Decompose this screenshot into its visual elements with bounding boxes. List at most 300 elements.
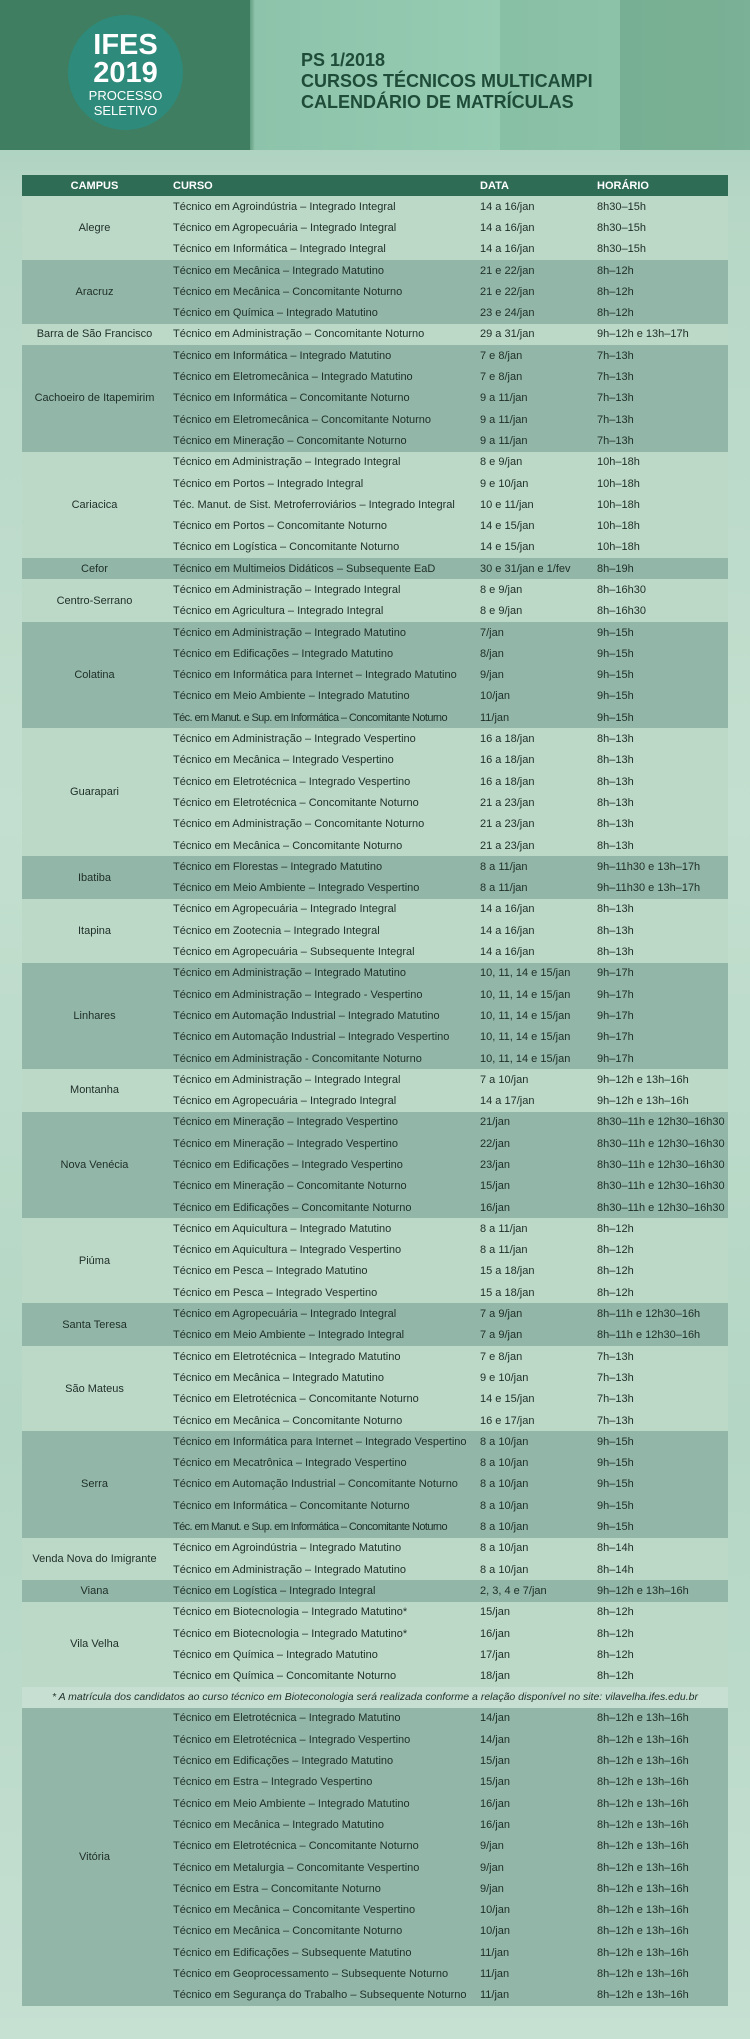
table-row (22, 1602, 728, 1623)
data-cell: 21 e 22/jan (474, 281, 591, 302)
data-cell: 16/jan (474, 1814, 591, 1835)
data-cell: 10/jan (474, 1899, 591, 1920)
horario-cell: 9h–17h (591, 963, 728, 984)
curso-cell: Técnico em Administração – Integrado Matutino (167, 622, 474, 643)
horario-cell: 8h–11h e 12h30–16h (591, 1325, 728, 1346)
data-cell: 15/jan (474, 1602, 591, 1623)
campus-cell: Venda Nova do Imigrante (22, 1538, 167, 1581)
horario-cell: 8h–12h e 13h–16h (591, 1963, 728, 1984)
curso-cell: Técnico em Agricultura – Integrado Integral (167, 601, 474, 622)
data-cell: 7 a 9/jan (474, 1303, 591, 1324)
horario-cell: 8h–11h e 12h30–16h (591, 1303, 728, 1324)
campus-cell: Santa Teresa (22, 1303, 167, 1346)
data-cell: 8 a 10/jan (474, 1474, 591, 1495)
horario-cell: 9h–15h (591, 622, 728, 643)
data-cell: 9 e 10/jan (474, 473, 591, 494)
curso-cell: Técnico em Informática para Internet – Integrado Vespertino (167, 1431, 474, 1452)
campus-cell: Barra de São Francisco (22, 324, 167, 345)
campus-cell: Alegre (22, 196, 167, 260)
campus-cell: Aracruz (22, 260, 167, 324)
curso-cell: Técnico em Eletrotécnica – Integrado Matutino (167, 1346, 474, 1367)
horario-cell: 8h30–15h (591, 196, 728, 217)
horario-cell: 10h–18h (591, 515, 728, 536)
data-cell: 9/jan (474, 1857, 591, 1878)
column-header-data: DATA (474, 175, 591, 196)
horario-cell: 9h–17h (591, 1048, 728, 1069)
data-cell: 22/jan (474, 1133, 591, 1154)
curso-cell: Técnico em Meio Ambiente – Integrado Vespertino (167, 878, 474, 899)
data-cell: 14 e 15/jan (474, 537, 591, 558)
curso-cell: Técnico em Mecânica – Concomitante Vespertino (167, 1899, 474, 1920)
horario-cell: 7h–13h (591, 1410, 728, 1431)
horario-cell: 8h–12h e 13h–16h (591, 1793, 728, 1814)
data-cell: 30 e 31/jan e 1/fev (474, 558, 591, 579)
horario-cell: 8h–13h (591, 750, 728, 771)
data-cell: 8 a 11/jan (474, 856, 591, 877)
data-cell: 23 e 24/jan (474, 302, 591, 323)
horario-cell: 8h–19h (591, 558, 728, 579)
campus-cell: Guarapari (22, 728, 167, 856)
curso-cell: Técnico em Informática – Integrado Matutino (167, 345, 474, 366)
data-cell: 8 a 10/jan (474, 1516, 591, 1537)
curso-cell: Técnico em Edificações – Subsequente Matutino (167, 1942, 474, 1963)
data-cell: 9/jan (474, 665, 591, 686)
horario-cell: 8h–12h e 13h–16h (591, 1921, 728, 1942)
curso-cell: Téc. em Manut. e Sup. em Informática – Concomitante Noturno (167, 1516, 474, 1537)
data-cell: 7 a 9/jan (474, 1325, 591, 1346)
curso-cell: Técnico em Química – Integrado Matutino (167, 1644, 474, 1665)
horario-cell: 8h–12h (591, 1623, 728, 1644)
column-header-horario: HORÁRIO (591, 175, 728, 196)
data-cell: 7 e 8/jan (474, 366, 591, 387)
table-body (22, 196, 728, 2006)
horario-cell: 8h30–11h e 12h30–16h30 (591, 1176, 728, 1197)
data-cell: 14 a 16/jan (474, 239, 591, 260)
horario-cell: 8h30–11h e 12h30–16h30 (591, 1197, 728, 1218)
data-cell: 16/jan (474, 1793, 591, 1814)
horario-cell: 8h–12h e 13h–16h (591, 1772, 728, 1793)
campus-cell: Serra (22, 1431, 167, 1537)
horario-cell: 7h–13h (591, 345, 728, 366)
logo-line-year: 2019 (93, 57, 158, 89)
data-cell: 8 e 9/jan (474, 579, 591, 600)
table-row (22, 1218, 728, 1239)
data-cell: 9/jan (474, 1878, 591, 1899)
curso-cell: Técnico em Administração – Integrado Integral (167, 452, 474, 473)
horario-cell: 8h30–15h (591, 239, 728, 260)
campus-cell: São Mateus (22, 1346, 167, 1431)
horario-cell: 10h–18h (591, 452, 728, 473)
horario-cell: 8h–12h (591, 302, 728, 323)
table-row (22, 1069, 728, 1090)
data-cell: 14 a 16/jan (474, 899, 591, 920)
table-row (22, 579, 728, 600)
curso-cell: Técnico em Administração – Integrado Matutino (167, 1559, 474, 1580)
curso-cell: Técnico em Aquicultura – Integrado Vespertino (167, 1240, 474, 1261)
curso-cell: Técnico em Administração – Integrado Integral (167, 579, 474, 600)
curso-cell: Técnico em Administração – Integrado Vespertino (167, 728, 474, 749)
data-cell: 21 a 23/jan (474, 814, 591, 835)
curso-cell: Técnico em Meio Ambiente – Integrado Matutino (167, 1793, 474, 1814)
data-cell: 14 e 15/jan (474, 515, 591, 536)
data-cell: 8 e 9/jan (474, 452, 591, 473)
data-cell: 21/jan (474, 1112, 591, 1133)
data-cell: 14 a 17/jan (474, 1090, 591, 1111)
horario-cell: 9h–12h e 13h–17h (591, 324, 728, 345)
curso-cell: Técnico em Logística – Integrado Integral (167, 1580, 474, 1601)
horario-cell: 8h–12h e 13h–16h (591, 1836, 728, 1857)
data-cell: 10, 11, 14 e 15/jan (474, 984, 591, 1005)
horario-cell: 8h–12h e 13h–16h (591, 1899, 728, 1920)
data-cell: 10/jan (474, 686, 591, 707)
data-cell: 15 a 18/jan (474, 1261, 591, 1282)
horario-cell: 9h–12h e 13h–16h (591, 1580, 728, 1601)
data-cell: 7/jan (474, 622, 591, 643)
data-cell: 10, 11, 14 e 15/jan (474, 1005, 591, 1026)
data-cell: 15/jan (474, 1176, 591, 1197)
curso-cell: Técnico em Edificações – Integrado Vespertino (167, 1154, 474, 1175)
horario-cell: 8h–12h e 13h–16h (591, 1729, 728, 1750)
horario-cell: 7h–13h (591, 1346, 728, 1367)
horario-cell: 8h–12h (591, 260, 728, 281)
curso-cell: Técnico em Mecânica – Concomitante Noturno (167, 281, 474, 302)
curso-cell: Técnico em Florestas – Integrado Matutino (167, 856, 474, 877)
data-cell: 7 a 10/jan (474, 1069, 591, 1090)
curso-cell: Técnico em Química – Concomitante Noturno (167, 1665, 474, 1686)
horario-cell: 7h–13h (591, 430, 728, 451)
table-row (22, 1431, 728, 1452)
table-row (22, 345, 728, 366)
horario-cell: 9h–15h (591, 1474, 728, 1495)
table-row (22, 1538, 728, 1559)
table-row (22, 260, 728, 281)
curso-cell: Técnico em Agropecuária – Integrado Integral (167, 217, 474, 238)
curso-cell: Técnico em Eletrotécnica – Integrado Matutino (167, 1708, 474, 1729)
horario-cell: 9h–15h (591, 1495, 728, 1516)
horario-cell: 10h–18h (591, 473, 728, 494)
data-cell: 8 a 10/jan (474, 1559, 591, 1580)
data-cell: 8 a 10/jan (474, 1431, 591, 1452)
horario-cell: 9h–11h30 e 13h–17h (591, 878, 728, 899)
table-row (22, 452, 728, 473)
enrollment-calendar-panel (22, 175, 728, 2006)
table-row (22, 196, 728, 217)
horario-cell: 9h–15h (591, 643, 728, 664)
header-decoration (620, 0, 750, 150)
page-title-cursos: CURSOS TÉCNICOS MULTICAMPI (301, 71, 593, 91)
horario-cell: 8h–12h (591, 1665, 728, 1686)
horario-cell: 8h–13h (591, 771, 728, 792)
campus-cell: Montanha (22, 1069, 167, 1112)
curso-cell: Técnico em Logística – Concomitante Noturno (167, 537, 474, 558)
horario-cell: 8h–12h (591, 1644, 728, 1665)
data-cell: 14 e 15/jan (474, 1389, 591, 1410)
campus-cell: Colatina (22, 622, 167, 728)
curso-cell: Técnico em Zootecnia – Integrado Integral (167, 920, 474, 941)
campus-cell: Linhares (22, 963, 167, 1069)
data-cell: 29 a 31/jan (474, 324, 591, 345)
data-cell: 10 e 11/jan (474, 494, 591, 515)
horario-cell: 8h–14h (591, 1559, 728, 1580)
data-cell: 15/jan (474, 1750, 591, 1771)
campus-cell: Nova Venécia (22, 1112, 167, 1218)
curso-cell: Técnico em Informática – Integrado Integral (167, 239, 474, 260)
curso-cell: Técnico em Agroindústria – Integrado Integral (167, 196, 474, 217)
horario-cell: 10h–18h (591, 537, 728, 558)
data-cell: 8 a 11/jan (474, 1218, 591, 1239)
footnote-row (22, 1687, 728, 1708)
horario-cell: 8h–12h e 13h–16h (591, 1857, 728, 1878)
curso-cell: Técnico em Automação Industrial – Integrado Matutino (167, 1005, 474, 1026)
data-cell: 15 a 18/jan (474, 1282, 591, 1303)
curso-cell: Técnico em Automação Industrial – Concomitante Noturno (167, 1474, 474, 1495)
curso-cell: Técnico em Estra – Concomitante Noturno (167, 1878, 474, 1899)
curso-cell: Técnico em Mineração – Concomitante Noturno (167, 1176, 474, 1197)
page-title-calendario: CALENDÁRIO DE MATRÍCULAS (301, 92, 574, 112)
curso-cell: Técnico em Edificações – Integrado Matutino (167, 643, 474, 664)
horario-cell: 7h–13h (591, 1389, 728, 1410)
curso-cell: Téc. Manut. de Sist. Metroferroviários – Integrado Integral (167, 494, 474, 515)
table-row (22, 728, 728, 749)
campus-cell: Cefor (22, 558, 167, 579)
table-row (22, 1580, 728, 1601)
curso-cell: Técnico em Mecânica – Concomitante Noturno (167, 1921, 474, 1942)
horario-cell: 9h–15h (591, 665, 728, 686)
ifes-logo-seal (68, 15, 183, 130)
data-cell: 9 a 11/jan (474, 430, 591, 451)
horario-cell: 10h–18h (591, 494, 728, 515)
horario-cell: 8h–12h (591, 1282, 728, 1303)
horario-cell: 8h–16h30 (591, 579, 728, 600)
horario-cell: 9h–17h (591, 1027, 728, 1048)
curso-cell: Técnico em Administração – Integrado Matutino (167, 963, 474, 984)
footnote-biotecnologia: * A matrícula dos candidatos ao curso técnico em Bioteconologia será realizada conforme a relação disponível no site: vilavelha.ifes.edu.br (22, 1687, 728, 1708)
curso-cell: Técnico em Pesca – Integrado Vespertino (167, 1282, 474, 1303)
curso-cell: Técnico em Mecânica – Integrado Matutino (167, 260, 474, 281)
curso-cell: Técnico em Informática para Internet – Integrado Matutino (167, 665, 474, 686)
data-cell: 21 e 22/jan (474, 260, 591, 281)
curso-cell: Técnico em Eletrotécnica – Integrado Vespertino (167, 771, 474, 792)
column-header-curso: CURSO (167, 175, 474, 196)
data-cell: 16 a 18/jan (474, 771, 591, 792)
curso-cell: Técnico em Aquicultura – Integrado Matutino (167, 1218, 474, 1239)
data-cell: 11/jan (474, 1963, 591, 1984)
data-cell: 16/jan (474, 1197, 591, 1218)
curso-cell: Técnico em Portos – Concomitante Noturno (167, 515, 474, 536)
data-cell: 8 a 10/jan (474, 1453, 591, 1474)
data-cell: 10, 11, 14 e 15/jan (474, 1048, 591, 1069)
curso-cell: Téc. em Manut. e Sup. em Informática – Concomitante Noturno (167, 707, 474, 728)
curso-cell: Técnico em Edificações – Integrado Matutino (167, 1750, 474, 1771)
curso-cell: Técnico em Informática – Concomitante Noturno (167, 388, 474, 409)
horario-cell: 9h–15h (591, 707, 728, 728)
curso-cell: Técnico em Agroindústria – Integrado Matutino (167, 1538, 474, 1559)
curso-cell: Técnico em Meio Ambiente – Integrado Matutino (167, 686, 474, 707)
logo-line-seletivo: SELETIVO (93, 103, 158, 118)
horario-cell: 9h–17h (591, 1005, 728, 1026)
horario-cell: 7h–13h (591, 409, 728, 430)
data-cell: 9 a 11/jan (474, 388, 591, 409)
data-cell: 7 e 8/jan (474, 345, 591, 366)
horario-cell: 8h–13h (591, 814, 728, 835)
horario-cell: 9h–11h30 e 13h–17h (591, 856, 728, 877)
curso-cell: Técnico em Biotecnologia – Integrado Matutino* (167, 1602, 474, 1623)
curso-cell: Técnico em Administração - Concomitante Noturno (167, 1048, 474, 1069)
data-cell: 9 a 11/jan (474, 409, 591, 430)
horario-cell: 8h–12h e 13h–16h (591, 1942, 728, 1963)
campus-cell: Ibatiba (22, 856, 167, 899)
horario-cell: 8h–12h e 13h–16h (591, 1708, 728, 1729)
horario-cell: 8h–13h (591, 792, 728, 813)
column-header-campus: CAMPUS (22, 175, 167, 196)
curso-cell: Técnico em Administração – Integrado Integral (167, 1069, 474, 1090)
data-cell: 15/jan (474, 1772, 591, 1793)
horario-cell: 8h–12h e 13h–16h (591, 1814, 728, 1835)
horario-cell: 8h–13h (591, 899, 728, 920)
campus-cell: Vitória (22, 1708, 167, 2006)
data-cell: 7 e 8/jan (474, 1346, 591, 1367)
curso-cell: Técnico em Multimeios Didáticos – Subsequente EaD (167, 558, 474, 579)
table-row (22, 1708, 728, 1729)
data-cell: 8 a 10/jan (474, 1495, 591, 1516)
data-cell: 14/jan (474, 1708, 591, 1729)
curso-cell: Técnico em Eletromecânica – Concomitante Noturno (167, 409, 474, 430)
data-cell: 16 e 17/jan (474, 1410, 591, 1431)
horario-cell: 8h–13h (591, 941, 728, 962)
horario-cell: 8h–13h (591, 728, 728, 749)
horario-cell: 8h30–11h e 12h30–16h30 (591, 1112, 728, 1133)
table-row (22, 1346, 728, 1367)
data-cell: 14 a 16/jan (474, 920, 591, 941)
campus-cell: Vila Velha (22, 1602, 167, 1687)
data-cell: 8 a 11/jan (474, 1240, 591, 1261)
data-cell: 17/jan (474, 1644, 591, 1665)
data-cell: 8 a 11/jan (474, 878, 591, 899)
horario-cell: 7h–13h (591, 366, 728, 387)
table-row (22, 558, 728, 579)
data-cell: 14/jan (474, 1729, 591, 1750)
horario-cell: 8h30–11h e 12h30–16h30 (591, 1154, 728, 1175)
curso-cell: Técnico em Mecânica – Integrado Vespertino (167, 750, 474, 771)
curso-cell: Técnico em Informática – Concomitante Noturno (167, 1495, 474, 1516)
horario-cell: 8h–12h e 13h–16h (591, 1750, 728, 1771)
curso-cell: Técnico em Eletrotécnica – Concomitante Noturno (167, 792, 474, 813)
campus-cell: Centro-Serrano (22, 579, 167, 622)
curso-cell: Técnico em Mecânica – Integrado Matutino (167, 1367, 474, 1388)
horario-cell: 7h–13h (591, 1367, 728, 1388)
horario-cell: 8h–12h e 13h–16h (591, 1878, 728, 1899)
curso-cell: Técnico em Geoprocessamento – Subsequente Noturno (167, 1963, 474, 1984)
curso-cell: Técnico em Mineração – Concomitante Noturno (167, 430, 474, 451)
page-title-ps: PS 1/2018 (301, 50, 386, 70)
logo-line-processo: PROCESSO (88, 88, 163, 103)
data-cell: 9/jan (474, 1836, 591, 1857)
curso-cell: Técnico em Agropecuária – Integrado Integral (167, 1090, 474, 1111)
page-title-block (301, 50, 593, 113)
data-cell: 14 a 16/jan (474, 196, 591, 217)
horario-cell: 9h–15h (591, 1431, 728, 1452)
horario-cell: 8h–14h (591, 1538, 728, 1559)
curso-cell: Técnico em Eletrotécnica – Concomitante Noturno (167, 1389, 474, 1410)
table-row (22, 324, 728, 345)
horario-cell: 9h–15h (591, 686, 728, 707)
data-cell: 23/jan (474, 1154, 591, 1175)
logo-line-ifes: IFES (93, 29, 158, 61)
data-cell: 16/jan (474, 1623, 591, 1644)
horario-cell: 9h–17h (591, 984, 728, 1005)
table-row (22, 963, 728, 984)
data-cell: 10, 11, 14 e 15/jan (474, 963, 591, 984)
curso-cell: Técnico em Mecânica – Concomitante Noturno (167, 1410, 474, 1431)
horario-cell: 9h–15h (591, 1453, 728, 1474)
curso-cell: Técnico em Segurança do Trabalho – Subsequente Noturno (167, 1985, 474, 2006)
header-banner (0, 0, 750, 150)
curso-cell: Técnico em Administração – Concomitante Noturno (167, 324, 474, 345)
data-cell: 8/jan (474, 643, 591, 664)
horario-cell: 8h30–15h (591, 217, 728, 238)
data-cell: 21 a 23/jan (474, 792, 591, 813)
horario-cell: 8h–12h (591, 1602, 728, 1623)
curso-cell: Técnico em Estra – Integrado Vespertino (167, 1772, 474, 1793)
horario-cell: 8h–13h (591, 835, 728, 856)
horario-cell: 9h–12h e 13h–16h (591, 1069, 728, 1090)
curso-cell: Técnico em Administração – Integrado - Vespertino (167, 984, 474, 1005)
horario-cell: 9h–12h e 13h–16h (591, 1090, 728, 1111)
curso-cell: Técnico em Agropecuária – Integrado Integral (167, 899, 474, 920)
campus-cell: Cariacica (22, 452, 167, 558)
curso-cell: Técnico em Mecânica – Concomitante Noturno (167, 835, 474, 856)
curso-cell: Técnico em Metalurgia – Concomitante Vespertino (167, 1857, 474, 1878)
curso-cell: Técnico em Mecânica – Integrado Matutino (167, 1814, 474, 1835)
horario-cell: 8h–12h (591, 281, 728, 302)
curso-cell: Técnico em Mineração – Integrado Vespertino (167, 1133, 474, 1154)
data-cell: 10/jan (474, 1921, 591, 1942)
campus-cell: Viana (22, 1580, 167, 1601)
campus-cell: Piúma (22, 1218, 167, 1303)
horario-cell: 8h–13h (591, 920, 728, 941)
curso-cell: Técnico em Portos – Integrado Integral (167, 473, 474, 494)
enrollment-table (22, 175, 728, 2006)
data-cell: 2, 3, 4 e 7/jan (474, 1580, 591, 1601)
data-cell: 11/jan (474, 707, 591, 728)
data-cell: 9 e 10/jan (474, 1367, 591, 1388)
curso-cell: Técnico em Agropecuária – Subsequente Integral (167, 941, 474, 962)
curso-cell: Técnico em Biotecnologia – Integrado Matutino* (167, 1623, 474, 1644)
data-cell: 8 e 9/jan (474, 601, 591, 622)
table-header-row (22, 175, 728, 196)
table-row (22, 1112, 728, 1133)
table-row (22, 1303, 728, 1324)
data-cell: 11/jan (474, 1942, 591, 1963)
data-cell: 11/jan (474, 1985, 591, 2006)
data-cell: 21 a 23/jan (474, 835, 591, 856)
horario-cell: 8h–16h30 (591, 601, 728, 622)
table-row (22, 622, 728, 643)
horario-cell: 8h–12h (591, 1261, 728, 1282)
horario-cell: 7h–13h (591, 388, 728, 409)
horario-cell: 8h–12h (591, 1218, 728, 1239)
curso-cell: Técnico em Edificações – Concomitante Noturno (167, 1197, 474, 1218)
data-cell: 16 a 18/jan (474, 750, 591, 771)
curso-cell: Técnico em Mineração – Integrado Vespertino (167, 1112, 474, 1133)
curso-cell: Técnico em Agropecuária – Integrado Integral (167, 1303, 474, 1324)
curso-cell: Técnico em Eletrotécnica – Concomitante Noturno (167, 1836, 474, 1857)
curso-cell: Técnico em Automação Industrial – Integrado Vespertino (167, 1027, 474, 1048)
curso-cell: Técnico em Eletromecânica – Integrado Matutino (167, 366, 474, 387)
curso-cell: Técnico em Administração – Concomitante Noturno (167, 814, 474, 835)
data-cell: 8 a 10/jan (474, 1538, 591, 1559)
campus-cell: Itapina (22, 899, 167, 963)
